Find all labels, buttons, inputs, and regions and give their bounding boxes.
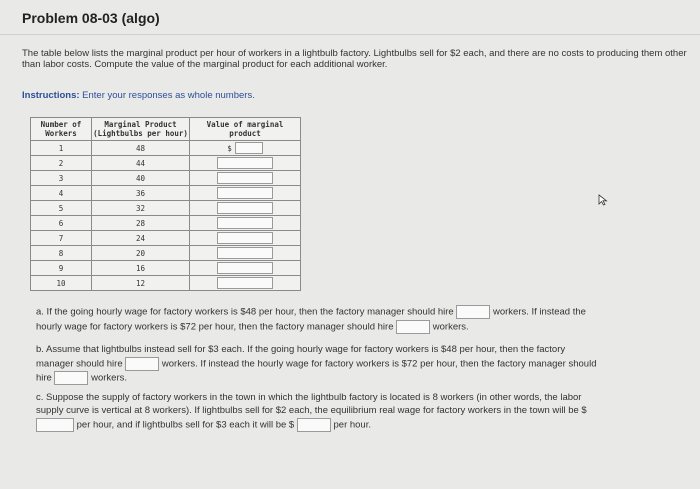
table-row: [31, 261, 301, 276]
question-a-text2-end: workers.: [432, 321, 469, 333]
workers-cell: 9: [31, 261, 92, 276]
workers-cell: 8: [31, 246, 92, 261]
table-row: [31, 156, 301, 171]
value-marginal-product-cell: [190, 186, 301, 201]
vmp-input[interactable]: [217, 172, 273, 184]
question-a-text-end: workers. If instead the: [492, 306, 586, 318]
question-c-text3: per hour, and if lightbulbs sell for $3 each it will be $: [76, 419, 295, 431]
question-b-line1: [36, 344, 565, 356]
marginal-product-cell: 12: [92, 276, 190, 291]
value-marginal-product-cell: [190, 246, 301, 261]
vmp-input[interactable]: [217, 157, 273, 169]
answer-a1-input[interactable]: [456, 305, 490, 319]
answer-c2-input[interactable]: [297, 418, 331, 432]
value-marginal-product-cell: [190, 171, 301, 186]
marginal-product-cell: 44: [92, 156, 190, 171]
value-marginal-product-cell: [190, 231, 301, 246]
question-a-line1: [36, 305, 586, 319]
answer-a2-input[interactable]: [396, 320, 430, 334]
table-row: [31, 231, 301, 246]
table-row: [31, 141, 301, 156]
question-b-text3-end: workers.: [91, 372, 128, 384]
vmp-input[interactable]: [217, 262, 273, 274]
question-a-text: a. If the going hourly wage for factory workers is $48 per hour, then the factory manager should hire: [36, 306, 454, 318]
value-marginal-product-cell: [190, 276, 301, 291]
table-row: [31, 216, 301, 231]
header-marginal-product: Marginal Product (Lightbulbs per hour): [92, 118, 190, 141]
value-marginal-product-cell: [190, 261, 301, 276]
question-b-text: b. Assume that lightbulbs instead sell for $3 each. If the going hourly wage for factory workers is $48 per hour, then the factory: [36, 344, 566, 355]
answer-b1-input[interactable]: [125, 357, 159, 371]
question-c-text2: supply curve is vertical at 8 workers). If lightbulbs sell for $2 each, the equilibrium real wage for factory workers in the town will be $: [36, 405, 587, 416]
workers-cell: 5: [31, 201, 92, 216]
table-row: [31, 186, 301, 201]
question-a-line2: [36, 320, 469, 334]
table-row: [31, 246, 301, 261]
page-title: Problem 08-03 (algo): [22, 10, 160, 26]
table-row: [31, 171, 301, 186]
question-c-line2: [36, 405, 587, 417]
question-a-text2: hourly wage for factory workers is $72 per hour, then the factory manager should hire: [36, 321, 394, 333]
vmp-input[interactable]: [235, 142, 263, 154]
problem-intro: The table below lists the marginal product per hour of workers in a lightbulb factory. Lightbulbs sell for $2 each, and there are no costs to producing them other than labor costs. Compute the value of the marginal product for each additional worker.: [22, 48, 687, 70]
vmp-input[interactable]: [217, 217, 273, 229]
workers-cell: 10: [31, 276, 92, 291]
header-workers: Number of Workers: [31, 118, 92, 141]
vmp-input[interactable]: [217, 187, 273, 199]
value-marginal-product-cell: [190, 216, 301, 231]
instructions-label: Instructions:: [22, 90, 80, 101]
answer-b2-input[interactable]: [54, 371, 88, 385]
table-row: [31, 276, 301, 291]
marginal-product-cell: 28: [92, 216, 190, 231]
question-c-line3: [36, 418, 371, 432]
vmp-input[interactable]: [217, 247, 273, 259]
vmp-input[interactable]: [217, 277, 273, 289]
mouse-cursor-icon: [598, 194, 610, 206]
vmp-input[interactable]: [217, 232, 273, 244]
marginal-product-cell: 24: [92, 231, 190, 246]
divider: [0, 34, 700, 35]
instructions-text: Enter your responses as whole numbers.: [82, 90, 255, 101]
question-b-text2: manager should hire: [36, 358, 123, 370]
header-value-marginal-product: [190, 118, 301, 141]
answer-c1-input[interactable]: [36, 418, 74, 432]
workers-cell: 3: [31, 171, 92, 186]
question-c-text: c. Suppose the supply of factory workers in the town in which the lightbulb factory is located is 8 workers (in other words, the labor: [36, 392, 582, 403]
marginal-product-cell: 32: [92, 201, 190, 216]
marginal-product-cell: 16: [92, 261, 190, 276]
question-b-text2-end: workers. If instead the hourly wage for factory workers is $72 per hour, then the factory manager should: [161, 358, 597, 370]
vmp-input[interactable]: [217, 202, 273, 214]
workers-cell: 1: [31, 141, 92, 156]
workers-cell: 7: [31, 231, 92, 246]
workers-cell: 6: [31, 216, 92, 231]
dollar-sign: $: [227, 143, 232, 153]
marginal-product-cell: 48: [92, 141, 190, 156]
table-row: [31, 201, 301, 216]
question-b-line3: [36, 371, 127, 385]
question-c-line1: [36, 392, 581, 404]
header-vmp-label: Value of marginal product: [206, 120, 284, 138]
workers-cell: 2: [31, 156, 92, 171]
question-b-line2: [36, 357, 596, 371]
value-marginal-product-cell: [190, 201, 301, 216]
instructions: [22, 90, 255, 101]
question-c-text3-end: per hour.: [333, 419, 371, 431]
marginal-product-cell: 20: [92, 246, 190, 261]
value-marginal-product-cell: [190, 156, 301, 171]
marginal-product-table: [30, 117, 301, 291]
table-body: [31, 141, 301, 291]
marginal-product-cell: 36: [92, 186, 190, 201]
marginal-product-cell: 40: [92, 171, 190, 186]
workers-cell: 4: [31, 186, 92, 201]
question-b-text3: hire: [36, 372, 52, 384]
value-marginal-product-cell: [190, 141, 301, 156]
